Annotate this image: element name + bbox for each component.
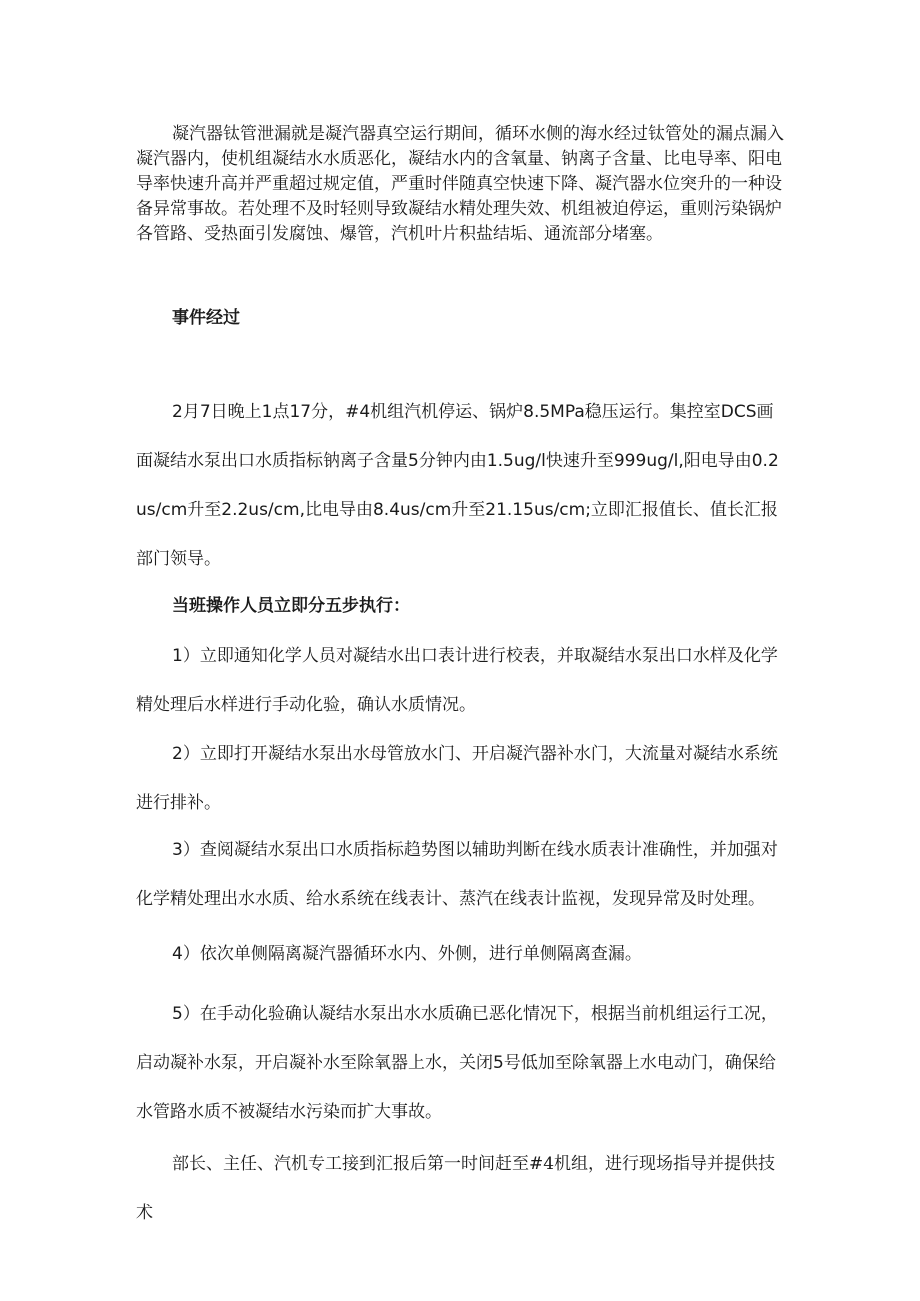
step-4: 4）依次单侧隔离凝汽器循环水内、外侧，进行单侧隔离查漏。: [172, 944, 642, 964]
section-heading: 事件经过: [172, 308, 240, 328]
steps-title: 当班操作人员立即分五步执行：: [172, 596, 410, 616]
event-paragraph: 2月7日晚上1点17分，#4机组汽机停运、锅炉8.5MPa稳压运行。集控室DCS画面凝结水泵出口水质指标钠离子含量5分钟内由1.5ug/l快速升至999ug/l,阳电导由0.2us/cm升至2.2us/cm,比电导由8.4us/cm升至21.15us/cm;立即汇报值长、值长汇报部门领导。: [136, 402, 779, 569]
step-3: 3）查阅凝结水泵出口水质指标趋势图以辅助判断在线水质表计准确性，并加强对化学精处理出水水质、给水系统在线表计、蒸汽在线表计监视，发现异常及时处理。: [136, 840, 778, 909]
closing-paragraph: 部长、主任、汽机专工接到汇报后第一时间赶至#4机组，进行现场指导并提供技术: [136, 1154, 776, 1223]
step-1: 1）立即通知化学人员对凝结水出口表计进行校表，并取凝结水泵出口水样及化学精处理后水样进行手动化验，确认水质情况。: [136, 646, 778, 715]
step-5: 5）在手动化验确认凝结水泵出水水质确已恶化情况下，根据当前机组运行工况，启动凝补水泵，开启凝补水至除氧器上水，关闭5号低加至除氧器上水电动门，确保给水管路水质不被凝结水污染而扩大事故。: [136, 1004, 778, 1122]
step-2: 2）立即打开凝结水泵出水母管放水门、开启凝汽器补水门，大流量对凝结水系统进行排补。: [136, 744, 778, 813]
intro-paragraph: 凝汽器钛管泄漏就是凝汽器真空运行期间，循环水侧的海水经过钛管处的漏点漏入凝汽器内，使机组凝结水水质恶化，凝结水内的含氧量、钠离子含量、比电导率、阳电导率快速升高并严重超过规定值，严重时伴随真空快速下降、凝汽器水位突升的一种设备异常事故。若处理不及时轻则导致凝结水精处理失效、机组被迫停运，重则污染锅炉各管路、受热面引发腐蚀、爆管，汽机叶片积盐结垢、通流部分堵塞。: [136, 124, 784, 244]
